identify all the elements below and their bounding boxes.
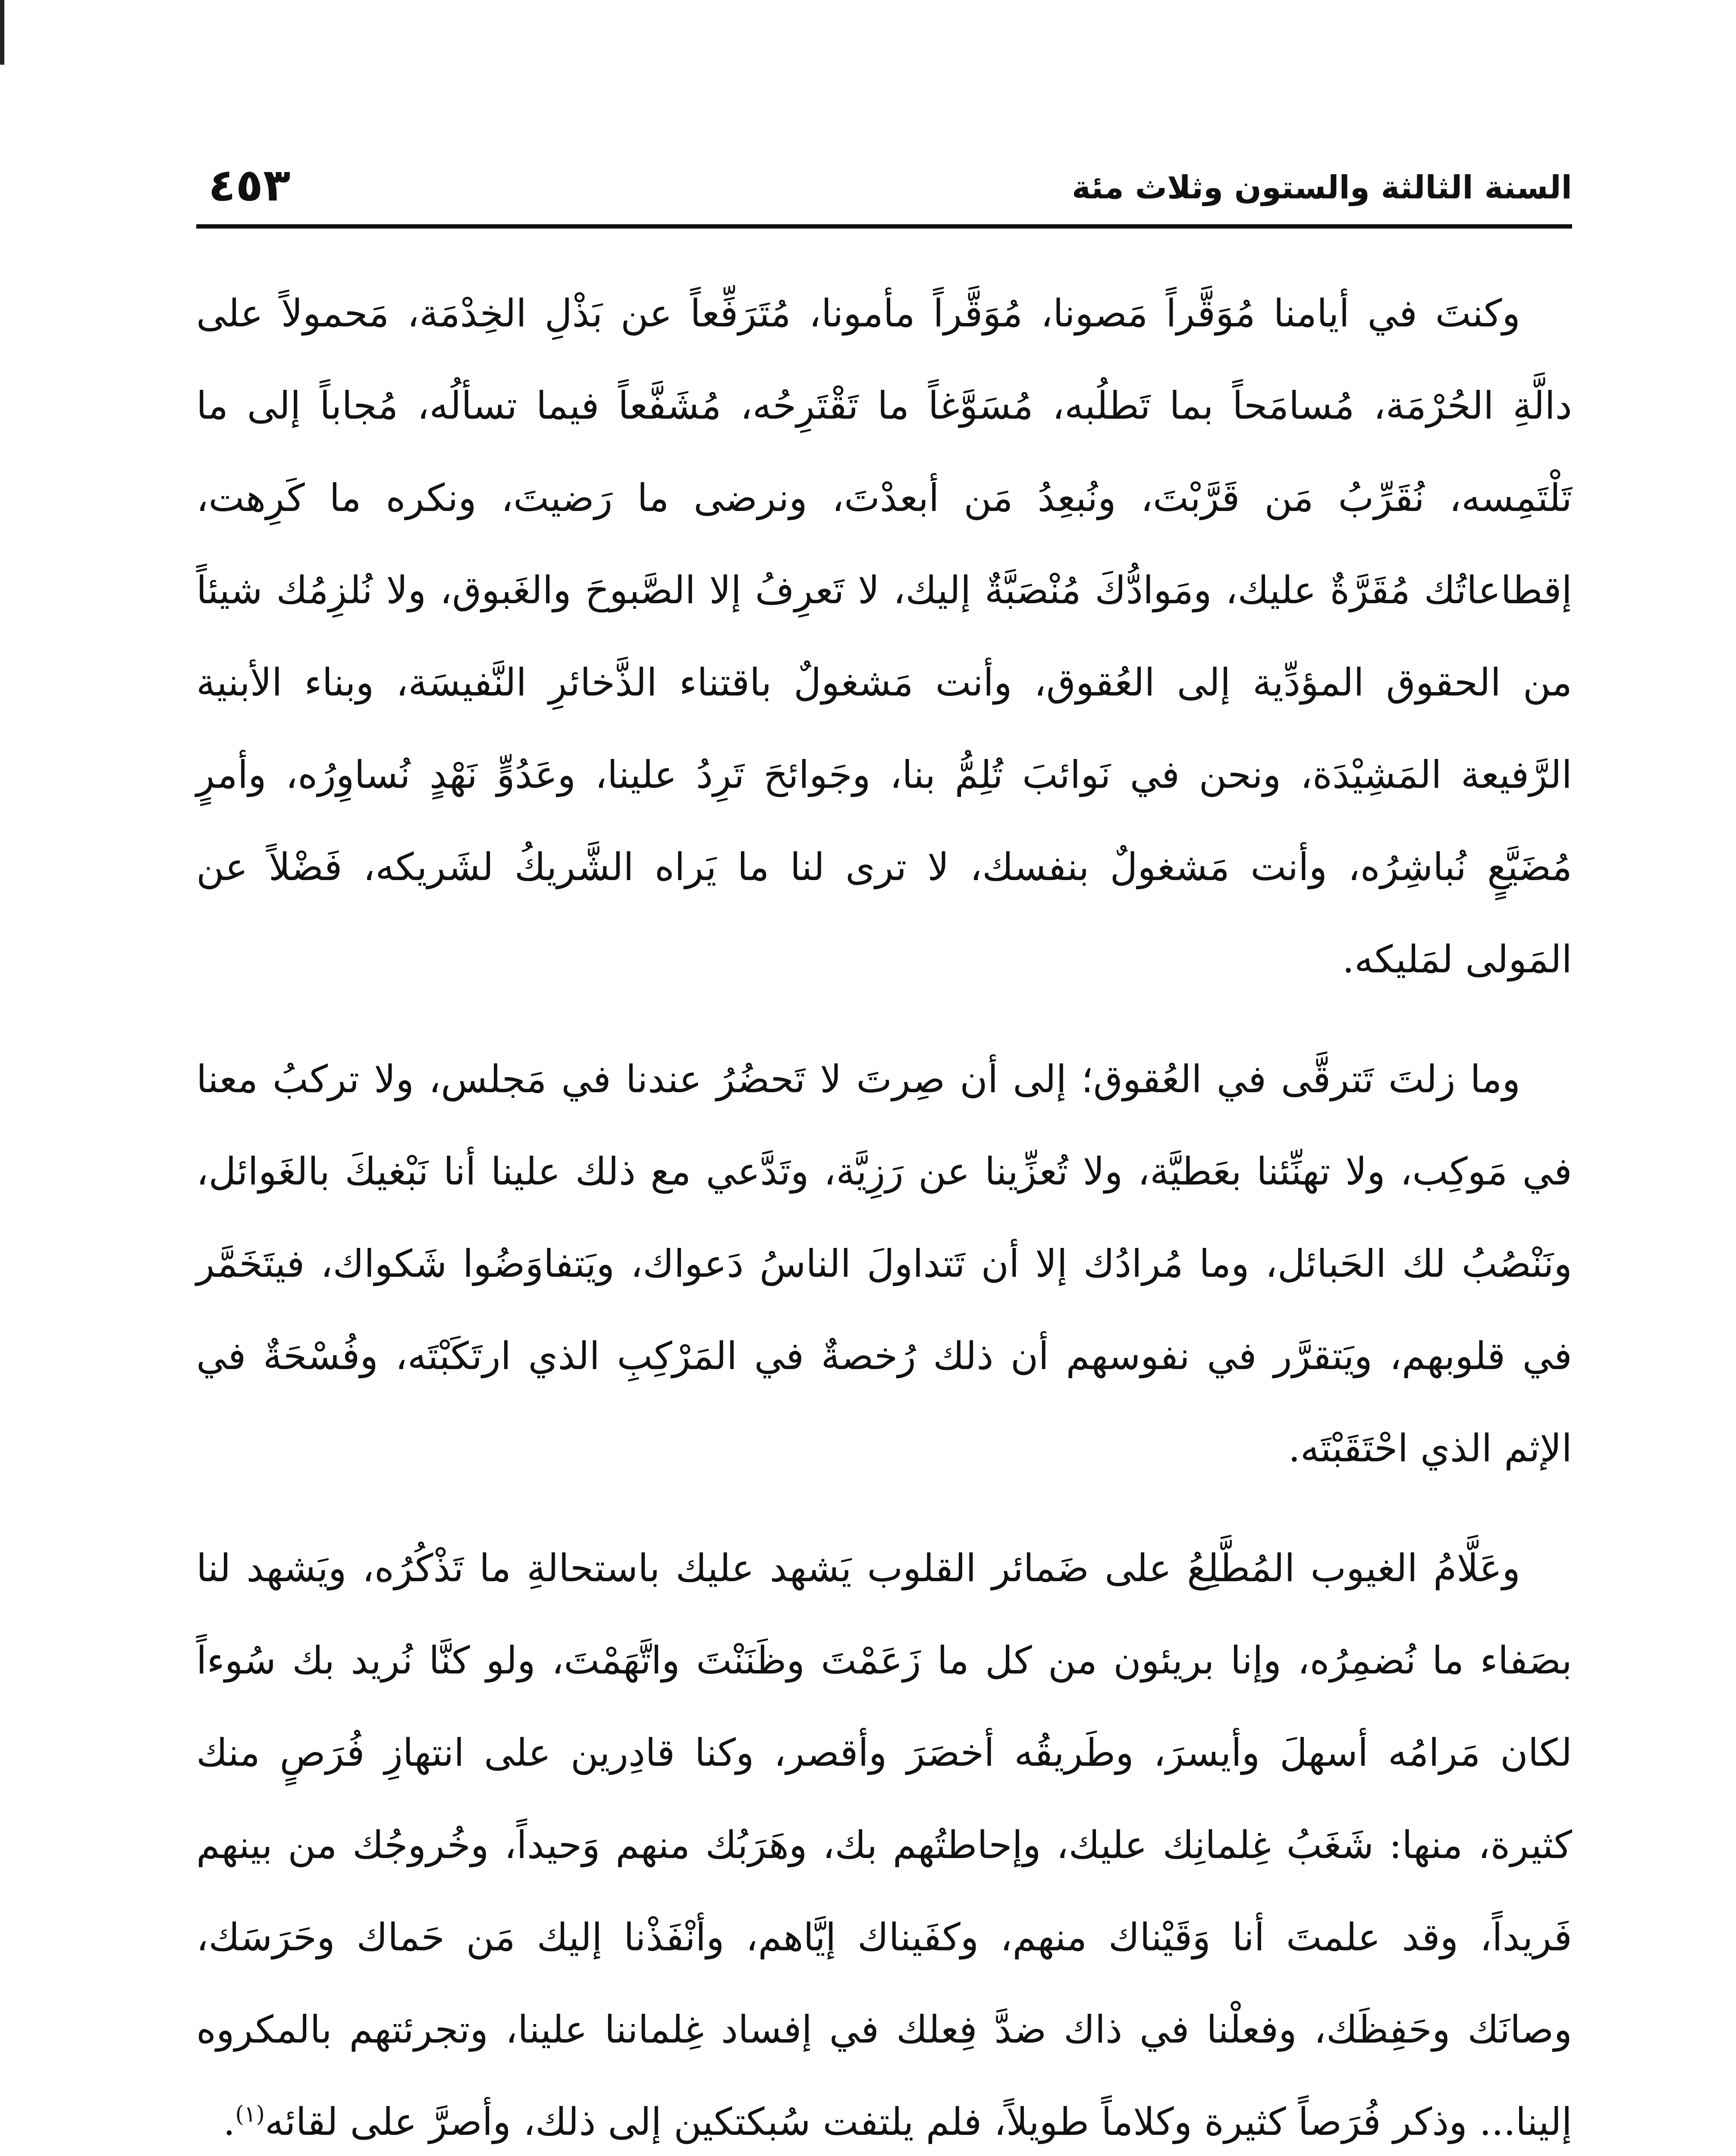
page-header <box>196 142 1572 229</box>
paragraph-tail: . <box>223 2100 235 2144</box>
book-page <box>196 142 1572 2156</box>
paragraph-text: وكنتَ في أيامنا مُوَقَّراً مَصونا، مُوَقَّراً مأمونا، مُتَرَفِّعاً عن بَذْلِ الخِدْمَة، مَحمولاً على دالَّةِ الحُرْمَة، مُسامَحاً بما تَطلُبه، مُسَوَّغاً ما تَقْتَرِحُه، مُشَفَّعاً فيما تسألُه، مُجاباً إلى ما تَلْتَمِسه، نُقَرِّبُ مَن قَرَّبْتَ، ونُبعِدُ مَن أبعدْتَ، ونرضى ما رَضيتَ، ونكره ما كَرِهت، إقطاعاتُك مُقَرَّةٌ عليك، ومَوادُّكَ مُنْصَبَّةٌ إليك، لا تَعرِفُ إلا الصَّبوحَ والغَبوق، ولا نُلزِمُك شيئاً من الحقوق المؤدِّية إلى العُقوق، وأنت مَشغولٌ باقتناء الذَّخائرِ النَّفيسَة، وبناء الأبنية الرَّفيعة المَشِيْدَة، ونحن في نَوائبَ تُلِمُّ بنا، وجَوائحَ تَرِدُ علينا، وعَدُوٍّ نَهْدٍ نُساوِرُه، وأمرٍ مُضَيَّعٍ نُباشِرُه، وأنت مَشغولٌ بنفسك، لا ترى لنا ما يَراه الشَّريكُ لشَريكه، فَضْلاً عن المَولى لمَليكه. <box>196 291 1573 981</box>
scan-edge <box>0 0 4 65</box>
paragraph <box>196 1522 1572 2156</box>
page-number: ٤٥٣ <box>208 159 291 211</box>
running-title: السنة الثالثة والستون وثلاث مئة <box>1071 169 1572 206</box>
main-text <box>196 267 1572 2156</box>
footnote-reference: (١) <box>235 2101 265 2128</box>
paragraph <box>196 267 1572 1006</box>
paragraph-text: وعَلَّامُ الغيوب المُطَّلِعُ على ضَمائر القلوب يَشهد عليك باستحالةِ ما تَذْكُرُه، ويَشهد لنا بصَفاء ما نُضمِرُه، وإنا بريئون من كل ما زَعَمْتَ وظَنَنْتَ واتَّهَمْتَ، ولو كنَّا نُريد بك سُوءاً لكان مَرامُه أسهلَ وأيسرَ، وطَريقُه أخصَرَ وأقصر، وكنا قادِرين على انتهازِ فُرَصٍ منك كثيرة، منها: شَغَبُ غِلمانِك عليك، وإحاطتُهم بك، وهَرَبُك منهم وَحيداً، وخُروجُك من بينهم فَريداً، وقد علمتَ أنا وَقَيْناك منهم، وكفَيناك إيَّاهم، وأنْفَذْنا إليك مَن حَماك وحَرَسَك، وصانَك وحَفِظَك، وفعلْنا في ذاك ضدَّ فِعلك في إفساد غِلماننا علينا، وتجرئتهم بالمكروه إلينا... وذكر فُرَصاً كثيرة وكلاماً طويلاً، فلم يلتفت سُبكتكين إلى ذلك، وأصرَّ على لقائه <box>196 1546 1572 2144</box>
paragraph <box>196 1033 1572 1495</box>
paragraph-text: وما زلتَ تَترقَّى في العُقوق؛ إلى أن صِرتَ لا تَحضُرُ عندنا في مَجلس، ولا تركبُ معنا في مَوكِب، ولا تهنِّئنا بعَطيَّة، ولا تُعزِّينا عن رَزِيَّة، وتَدَّعي مع ذلك علينا أنا نَبْغيكَ بالغَوائل، ونَنْصُبُ لك الحَبائل، وما مُرادُك إلا أن تَتداولَ الناسُ دَعواك، ويَتفاوَضُوا شَكواك، فيتَخَمَّر في قلوبهم، ويَتقرَّر في نفوسهم أن ذلك رُخصةٌ في المَرْكِبِ الذي ارتَكَبْتَه، وفُسْحَةٌ في الإثم الذي احْتَقَبْتَه. <box>196 1057 1572 1470</box>
